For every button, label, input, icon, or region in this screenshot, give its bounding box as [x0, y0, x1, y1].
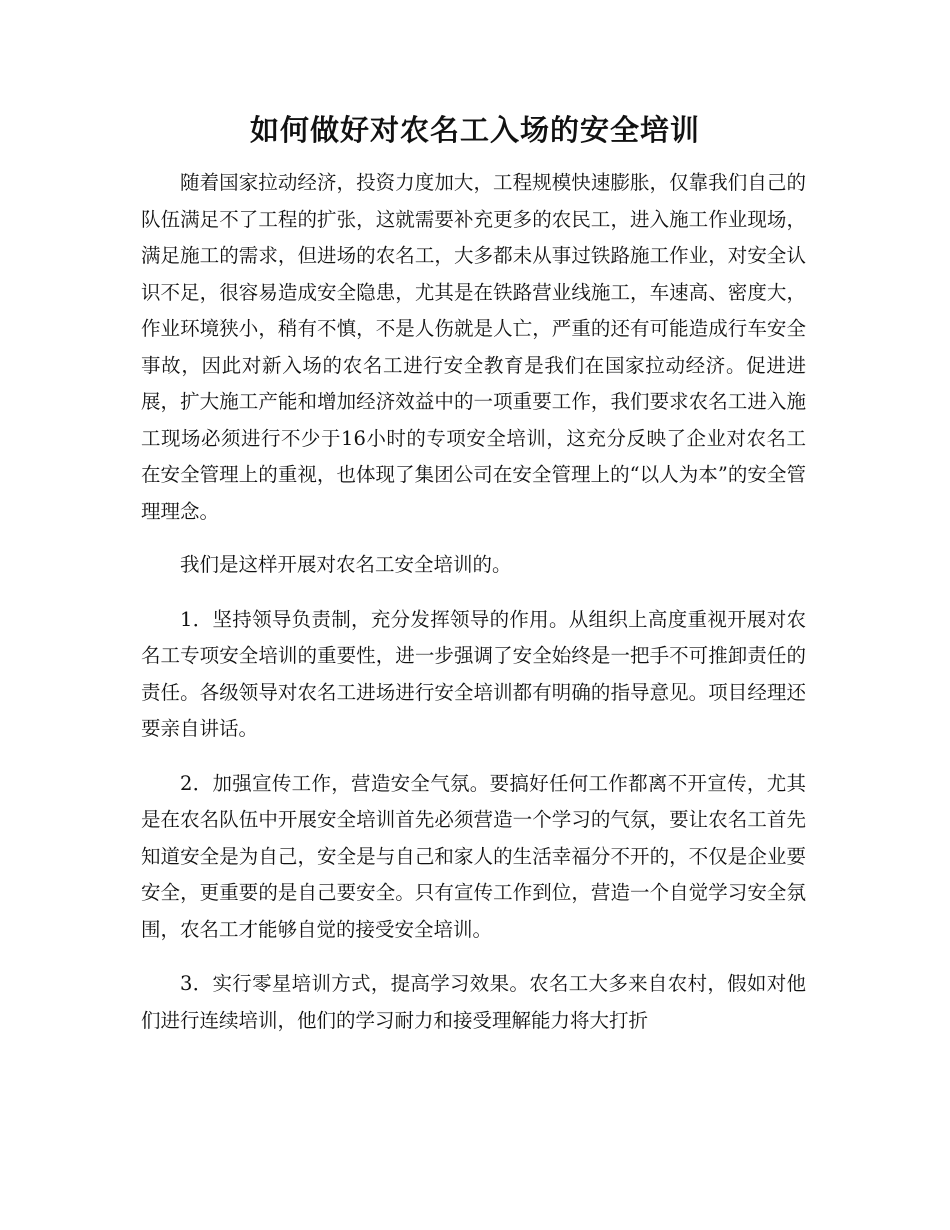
document-title: 如何做好对农名工入场的安全培训 [249, 113, 700, 147]
paragraph-method-lead: 我们是这样开展对农名工安全培训的。 [180, 553, 512, 576]
paragraph-item-1: 1．坚持领导负责制，充分发挥领导的作用。从组织上高度重视开展对农名工专项安全培训的重要性，进一步强调了安全始终是一把手不可推卸责任的责任。各级领导对农名工进场进行安全培训都有明确的指导意见。项目经理还要亲自讲话。 [141, 607, 806, 740]
paragraph-intro: 随着国家拉动经济，投资力度加大，工程规模快速膨胀，仅靠我们自己的队伍满足不了工程的扩张，这就需要补充更多的农民工，进入施工作业现场，满足施工的需求，但进场的农名工，大多都未从事过铁路施工作业，对安全认识不足，很容易造成安全隐患，尤其是在铁路营业线施工，车速高、密度大，作业环境狭小，稍有不慎，不是人伤就是人亡，严重的还有可能造成行车安全事故，因此对新入场的农名工进行安全教育是我们在国家拉动经济。促进进展，扩大施工产能和增加经济效益中的一项重要工作，我们要求农名工进入施工现场必须进行不少于16小时的专项安全培训，这充分反映了企业对农名工在安全管理上的重视，也体现了集团公司在安全管理上的“以人为本”的安全管理理念。 [141, 171, 806, 523]
paragraph-item-3: 3．实行零星培训方式，提高学习效果。农名工大多来自农村，假如对他们进行连续培训，他们的学习耐力和接受理解能力将大打折 [141, 972, 806, 1032]
document-body [141, 165, 806, 1057]
paragraph-item-2: 2．加强宣传工作，营造安全气氛。要搞好任何工作都离不开宣传，尤其是在农名队伍中开展安全培训首先必须营造一个学习的气氛，要让农名工首先知道安全是为自己，安全是与自己和家人的生活幸福分不开的，不仅是企业要安全，更重要的是自己要安全。只有宣传工作到位，营造一个自觉学习安全氛围，农名工才能够自觉的接受安全培训。 [141, 771, 806, 941]
